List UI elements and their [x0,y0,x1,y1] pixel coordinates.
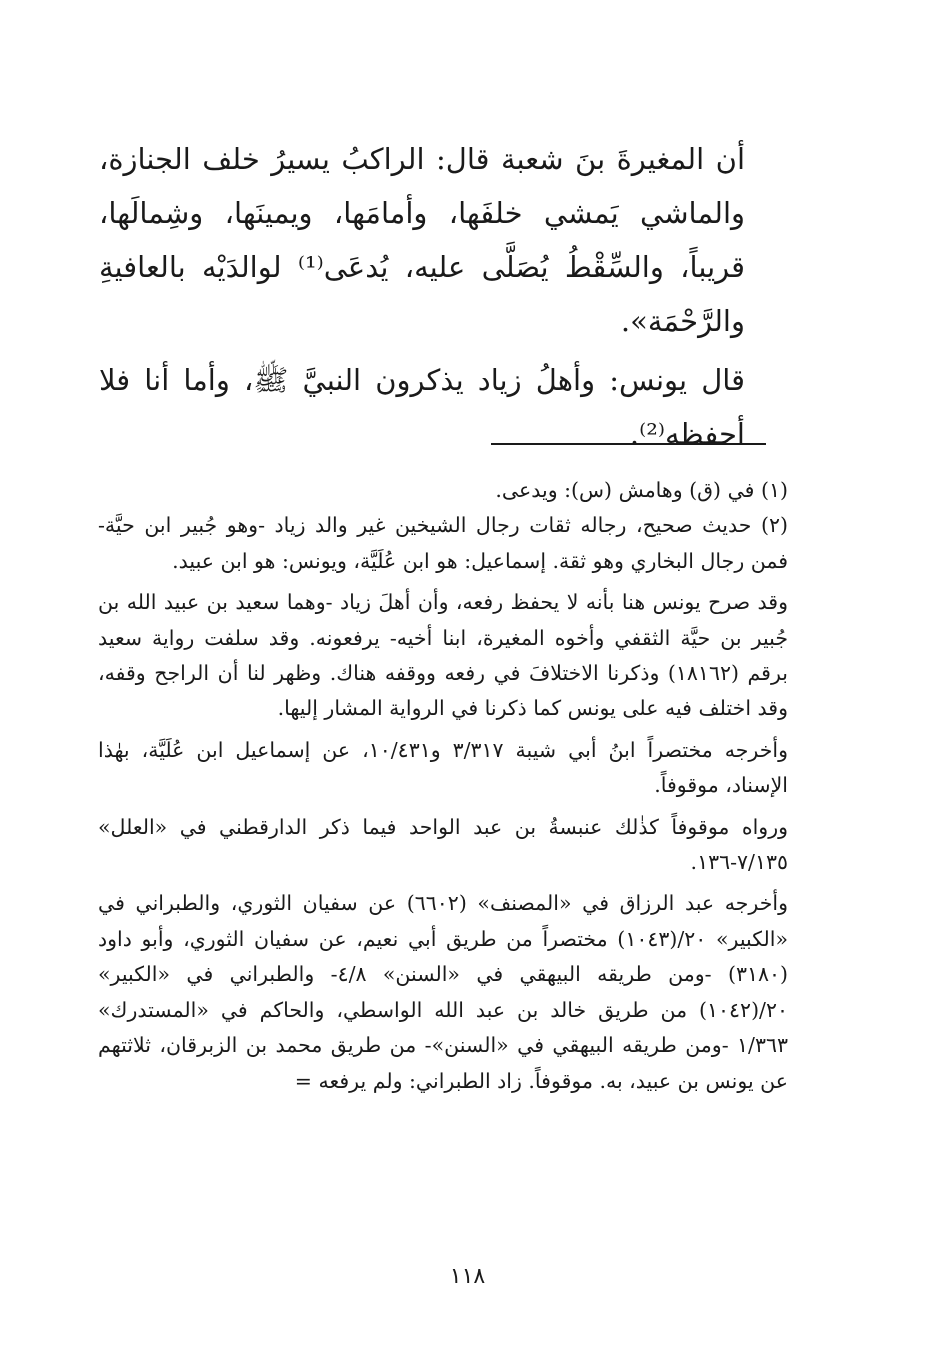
footnote-paragraph: وأخرجه عبد الرزاق في «المصنف» (٦٦٠٢) عن سفيان الثوري، والطبراني في «الكبير» ٢٠/(١٠٤٣) مختصراً من طريق أبي نعيم، عن سفيان الثوري، وأبو داود (٣١٨٠) -ومن طريقه البيهقي في «السنن» ٤/٨- والطبراني في «الكبير» ٢٠/(١٠٤٢) من طريق خالد بن عبد الله الواسطي، والحاكم في «المستدرك» ١/٣٦٣ -ومن طريقه البيهقي في «السنن»- من طريق محمد بن الزبرقان، ثلاثتهم عن يونس بن عبيد، به. موقوفاً. زاد الطبراني: ولم يرفعه = [98,891,789,1093]
footnote-paragraph: وقد صرح يونس هنا بأنه لا يحفظ رفعه، وأن أهلَ زياد -وهما سعيد بن عبيد الله بن جُبير بن حيَّة الثقفي وأخوه المغيرة، ابنا أخيه- يرفعونه. وقد سلفت رواية سعيد برقم (١٨١٦٢) وذكرنا الاختلافَ في رفعه ووقفه هناك. وظهر لنا أن الراجح وقفه، وقد اختلف فيه على يونس كما ذكرنا في الرواية المشار إليها. [98,590,788,721]
main-paragraph-2: قال يونس: وأهلُ زياد يذكرون النبيَّ ﷺ، وأما أنا فلا أحفظه⁽²⁾. [99,363,745,451]
footnote-2: (٢) حديث صحيح، رجاله ثقات رجال الشيخين غير والد زياد -وهو جُبير ابن حيَّة- فمن رجال البخاري وهو ثقة. إسماعيل: هو ابن عُلَيَّة، ويونس: هو ابن عبيد. [98,513,788,573]
footnotes [98,473,810,1099]
footnote-1: (١) في (ق) وهامش (س): ويدعى. [495,478,788,502]
footnote-paragraph: ورواه موقوفاً كذٰلك عنبسةُ بن عبد الواحد فيما ذكر الدارقطني في «العلل» ٧/١٣٥-١٣٦. [98,814,788,875]
page-number: ١١٨ [449,1264,486,1289]
footnote-separator [491,443,766,445]
main-paragraph-1: أن المغيرةَ بنَ شعبة قال: الراكبُ يسيرُ خلف الجنازة، والماشي يَمشي خلفَها، وأمامَها، ويمينَها، وشِمالَها، قريباً، والسِّقْطُ يُصَلَّى عليه، يُدعَى⁽¹⁾ لوالدَيْه بالعافيةِ والرَّحْمَة». [99,142,746,338]
footnote-paragraph: وأخرجه مختصراً ابنُ أبي شيبة ٣/٣١٧ و١٠/٤٣١، عن إسماعيل ابن عُلَيَّة، بهٰذا الإسناد، موقوفاً. [98,737,788,798]
main-text [99,132,767,466]
